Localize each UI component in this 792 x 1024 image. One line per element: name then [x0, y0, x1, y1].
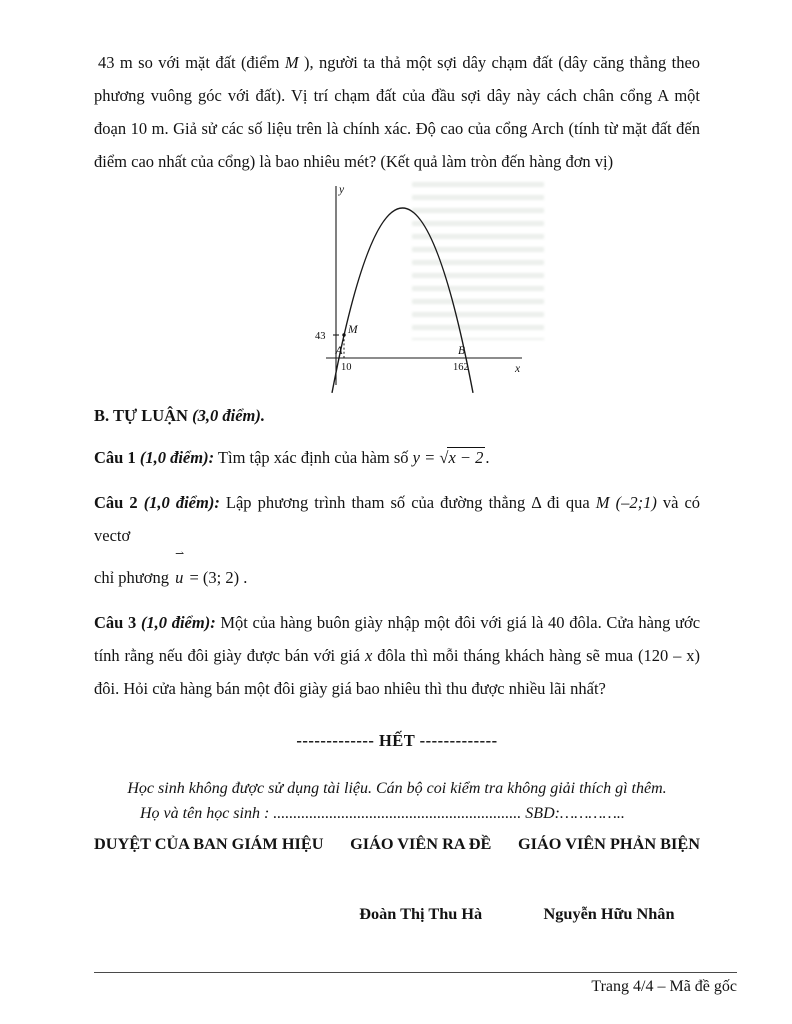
question-2-seg1: Lập phương trình tham số của đường thẳng [225, 493, 526, 513]
vector-u [175, 548, 185, 594]
question-1 [94, 441, 700, 474]
math-y-equals: y = [412, 448, 436, 468]
question-2-seg3: và có vectơ [94, 493, 701, 546]
point-b-label: B [458, 345, 466, 357]
point-m-reference: M [284, 53, 299, 72]
signature-title-author: GIÁO VIÊN RA ĐỀ [350, 834, 492, 854]
question-3-seg1: Một của hàng buôn giày nhập một đôi với giá là [220, 613, 544, 633]
page-number: Trang 4/4 – Mã đề gốc [591, 978, 737, 995]
page-footer [94, 972, 737, 996]
section-b-heading [94, 403, 700, 429]
exam-rules-note: Học sinh không được sử dụng tài liệu. Cán bộ coi kiểm tra không giải thích gì thêm. [127, 780, 667, 798]
question-3-points: (1,0 điểm): [140, 613, 216, 633]
x-variable: x [365, 646, 373, 666]
question-3-label: Câu 3 [94, 613, 137, 633]
value-10-label: 10 [341, 362, 352, 373]
parabola-curve [332, 208, 473, 393]
intro-seg3: Giả sử các số liệu trên là chính xác. Độ cao của cổng Arch (tính từ mặt đất đến điểm cao nhất của cổng) là bao nhiêu mét? (Kết quả làm tròn đến hàng đơn vị) [94, 119, 700, 171]
question-3-seg3: đôla thì mỗi tháng khách hàng sẽ mua [377, 646, 634, 666]
point-m-coords: M (–2;1) [595, 493, 657, 513]
question-1-text: Tìm tập xác định của hàm số [217, 448, 409, 468]
signature-name-author: Đoàn Thị Thu Hà [359, 904, 483, 924]
question-3-seg2: đôla. Cửa hàng ước tính rằng nếu đôi giày được bán với giá [94, 613, 701, 666]
section-b-title: B. TỰ LUẬN [94, 406, 188, 425]
y-axis-label: y [339, 184, 345, 196]
signature-name-reviewer: Nguyễn Hữu Nhân [543, 904, 675, 924]
end-marker: ------------- HẾT ------------- [296, 731, 498, 751]
x-axis-label: x [515, 363, 521, 375]
cost-value: 40 [548, 613, 565, 633]
parabola-graph [296, 180, 526, 395]
question-2-label: Câu 2 [94, 493, 138, 513]
sqrt-radicand: x − 2 [448, 448, 484, 468]
intro-paragraph [94, 46, 700, 178]
vector-arrow-icon: ⇀ [175, 548, 185, 561]
value-43-label: 43 [315, 331, 326, 342]
signature-principal-approval [94, 834, 323, 924]
question-2-seg2: đi qua [547, 493, 590, 513]
signature-title-principal: DUYỆT CỦA BAN GIÁM HIỆU [94, 834, 324, 854]
delta-symbol: Δ [531, 493, 541, 513]
question-2-line1 [94, 486, 700, 552]
sqrt-symbol: √ [439, 448, 449, 468]
section-b-points: (3,0 điểm). [192, 406, 265, 425]
vector-u-letter: u [175, 568, 184, 588]
question-3 [94, 606, 700, 705]
question-2 [94, 486, 700, 594]
demand-expression: (120 – x) [638, 646, 701, 666]
arch-parabola-figure [296, 180, 526, 395]
question-1-label: Câu 1 [94, 448, 136, 468]
intro-seg2: ), người ta thả một sợi dây chạm đất (dây căng thẳng theo phương vuông góc với đất). Vị trí chạm đất của đầu sợi dây này cách chân cổng A một đoạn [94, 53, 701, 138]
point-m-dot [342, 333, 345, 336]
value-162-label: 162 [453, 362, 469, 373]
math-expression-sqrt [413, 448, 486, 467]
question-3-seg4: đôi. Hỏi cửa hàng bán một đôi giày giá bao nhiêu thì thu được nhiều lãi nhất? [94, 679, 606, 699]
height-43m: 43 m [98, 53, 133, 72]
signature-title-reviewer: GIÁO VIÊN PHẢN BIỆN [518, 834, 700, 854]
question-1-period: . [485, 448, 490, 468]
question-2-points: (1,0 điểm): [143, 493, 220, 513]
signature-exam-author [350, 834, 491, 924]
question-2-seg4: chỉ phương [94, 568, 169, 588]
vector-u-value: = (3; 2) [189, 568, 240, 588]
question-1-points: (1,0 điểm): [139, 448, 215, 468]
signature-reviewer [518, 834, 700, 924]
student-name-line: Họ và tên học sinh : .............................................................. SBD:………….. [140, 805, 625, 823]
question-2-line2 [94, 548, 700, 594]
intro-seg1: so với mặt đất (điểm [138, 53, 280, 72]
distance-10m: 10 m. [130, 119, 169, 138]
question-2-period: . [243, 568, 248, 588]
signature-section [94, 834, 700, 924]
point-a-label: A [335, 345, 343, 357]
point-m-label: M [348, 324, 358, 336]
